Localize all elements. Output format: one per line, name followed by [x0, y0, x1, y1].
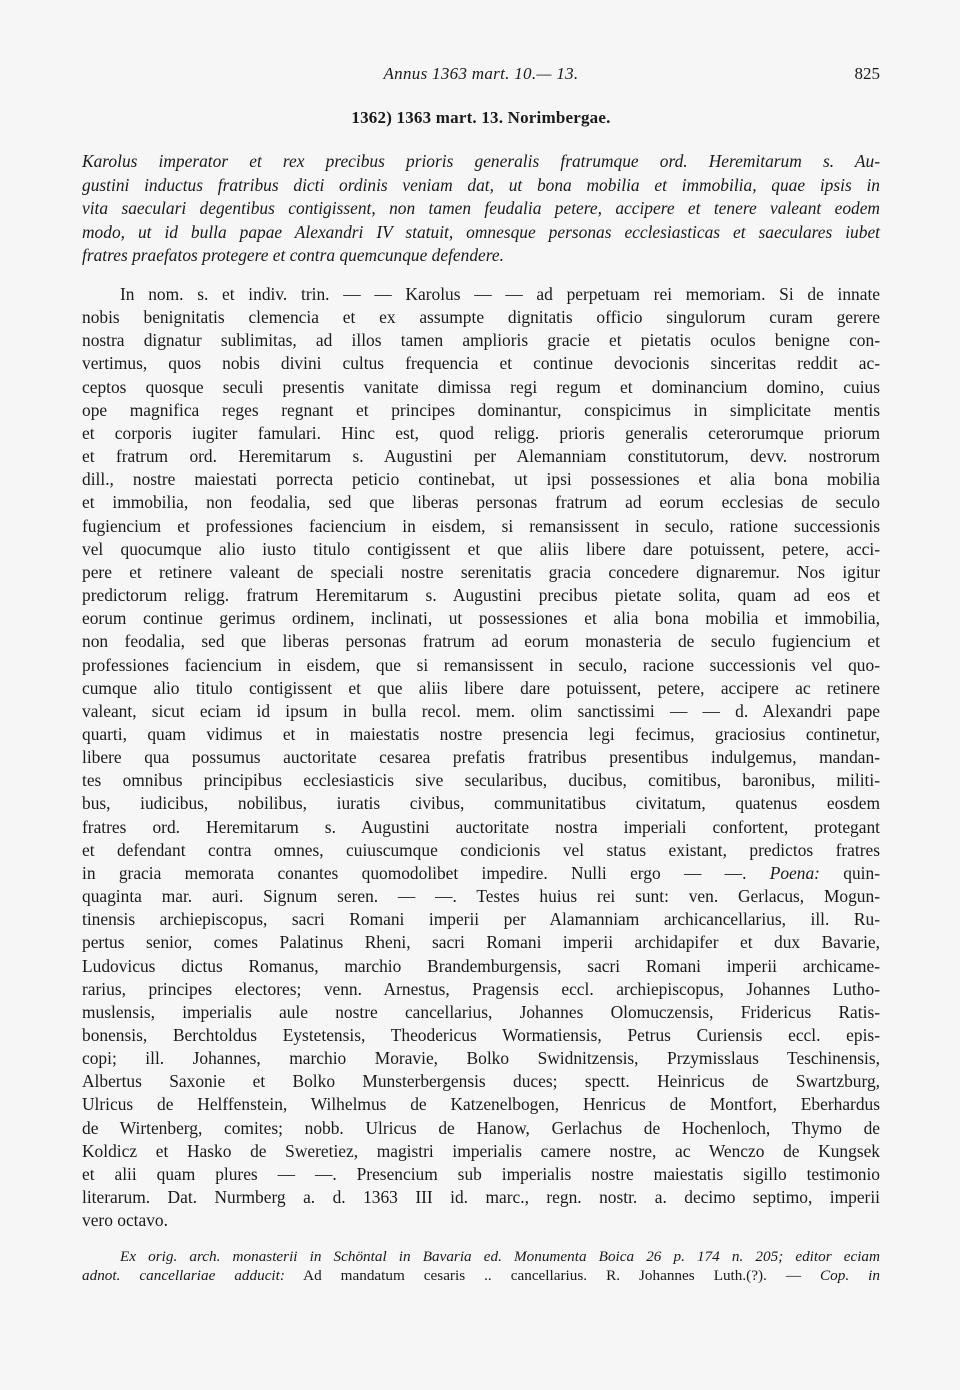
note-italic-text: Ex orig. arch. monasterii in Schöntal in Bavaria ed. Monumenta Boica 26 p. 174 n. 205; editor eciam — [120, 1248, 880, 1265]
charter-text — [82, 283, 880, 1232]
text-line: et corporis iugiter famulari. Hinc est, quod religg. prioris generalis ceterorumque priorum — [82, 422, 880, 443]
text-line: nobis benignitatis clemencia et ex assumpte dignitatis officio singulorum curam gerere — [82, 307, 880, 328]
text-line: literarum. Dat. Nurmberg a. d. 1363 III id. marc., regn. nostr. a. decimo septimo, imperii — [82, 1187, 880, 1208]
text-line: et immobilia, non feodalia, sed que liberas personas fratrum ad eorum ecclesias de seculo — [82, 492, 880, 513]
text-line: ope magnifica reges regnant et principes dominantur, conspicimus in simplicitate mentis — [82, 399, 880, 420]
text-line: muslensis, imperialis aule nostre cancellarius, Johannes Olomuczensis, Fridericus Ratis- — [82, 1001, 880, 1022]
note-line — [82, 1267, 880, 1286]
text-line: eorum continue gerimus ordinem, inclinati, ut possessiones et alia bona mobilia et immobilia, — [82, 608, 880, 629]
text-line: bus, iudicibus, nobilibus, iuratis civibus, communitatibus civitatum, quatenus eosdem — [82, 793, 880, 814]
source-notes — [82, 1248, 880, 1285]
poena-label: Poena: — [769, 862, 820, 883]
text-line: Koldicz et Hasko de Sweretiez, magistri imperialis camere nostre, ac Wenczo de Kungsek — [82, 1140, 880, 1161]
running-head: Annus 1363 mart. 10.— 13. — [383, 64, 579, 83]
page-header — [82, 64, 880, 92]
text-line: bonensis, Berchtoldus Eystetensis, Theodericus Wormatiensis, Petrus Curiensis eccl. epis- — [82, 1025, 880, 1045]
text-line: dill., nostre maiestati porrecta peticio continebat, ut ipsi possessiones et alia bona mobilia — [82, 469, 880, 490]
text-line: valeant, sicut eciam id ipsum in bulla recol. mem. olim sanctissimi — — d. Alexandri pape — [82, 700, 880, 721]
note-roman-text: Ad mandatum cesaris .. cancellarius. R. Johannes Luth.(?). — — [284, 1266, 821, 1284]
text-line: vertimus, quos nobis divini cultus frequencia et continue devocionis sinceritas reddit ac- — [82, 353, 880, 374]
text-line: copi; ill. Johannes, marchio Moravie, Bolko Swidnitzensis, Przymisslaus Teschinensis, — [82, 1048, 880, 1069]
text-line: pertus senior, comes Palatinus Rheni, sacri Romani imperii archidapifer et dux Bavarie, — [82, 932, 880, 953]
text-line: et alii quam plures — —. Presencium sub imperialis nostre maiestatis sigillo testimonio — [82, 1163, 880, 1184]
text-line: tes omnibus principibus ecclesiasticis sive secularibus, ducibus, comitibus, baronibus, militi- — [82, 770, 880, 791]
text-line: libere qua possumus auctoritate cesarea prefatis fratribus presentibus indulgemus, mandan- — [82, 747, 880, 768]
text-line: pere et retinere valeant de speciali nostre serenitatis gracia concedere dignaremur. Nos igitur — [82, 561, 880, 582]
regest-line: Karolus imperator et rex precibus prioris generalis fratrumque ord. Heremitarum s. Au- — [82, 151, 880, 171]
text-line-poena: in gracia memorata conantes quomodolibet impedire. Nulli ergo — —. Poena: quin- — [82, 862, 880, 883]
regest-summary — [82, 150, 880, 268]
regest-line: vita saeculari degentibus contigissent, non tamen feudalia petere, accipere et tenere valeant eodem — [82, 198, 880, 218]
text-line: ceptos quosque seculi presentis vanitate dimissa regi regum et dominancium domino, cuius — [82, 376, 880, 397]
text-line: fugiencium et professiones faciencium in eisdem, si remansissent in seculo, ratione successionis — [82, 515, 880, 536]
text-line: In nom. s. et indiv. trin. — — Karolus — — ad perpetuam rei memoriam. Si de innate — [120, 284, 880, 304]
text-line: de Wirtenberg, comites; nobb. Ulricus de Hanow, Gerlachus de Hochenloch, Thymo de — [82, 1117, 880, 1138]
text-line: tinensis archiepiscopus, sacri Romani imperii per Alamanniam archicancellarius, ill. Ru- — [82, 909, 880, 930]
text-line: professiones faciencium in eisdem, que si remansissent in seculo, racione successionis vel quo- — [82, 654, 880, 675]
note-italic-text: Cop. in — [820, 1266, 880, 1284]
document-title: 1362) 1363 mart. 13. Norimbergae. — [351, 108, 611, 127]
text-line: et fratrum ord. Heremitarum s. Augustini per Alemanniam constitutorum, devv. nostrorum — [82, 446, 880, 467]
regest-line: fratres praefatos protegere et contra quemcunque defendere. — [82, 245, 504, 265]
text-line: Albertus Saxonie et Bolko Munsterbergensis duces; spectt. Heinricus de Swartzburg, — [82, 1071, 880, 1092]
text-line: fratres ord. Heremitarum s. Augustini auctoritate nostra imperiali confortent, protegant — [82, 816, 880, 837]
note-italic-text: adnot. cancellariae adducit: — [82, 1266, 285, 1284]
text-line: quarti, quam vidimus et in maiestatis nostre presencia legi fecimus, graciosius continetur, — [82, 723, 880, 744]
text-line: nostra dignatur sublimitas, ad illos tamen amplioris gracie et pietatis oculos benigne con- — [82, 330, 880, 351]
text-line: quaginta mar. auri. Signum seren. — —. Testes huius rei sunt: ven. Gerlacus, Mogun- — [82, 886, 880, 907]
regest-line: modo, ut id bulla papae Alexandri IV statuit, omnesque personas ecclesiasticas et saeculares iubet — [82, 221, 880, 242]
text-line: Ludovicus dictus Romanus, marchio Brandemburgensis, sacri Romani imperii archicame- — [82, 955, 880, 976]
regest-line: gustini inductus fratribus dicti ordinis veniam dat, ut bona mobilia et immobilia, quae ipsis in — [82, 174, 880, 195]
text-line: Ulricus de Helffenstein, Wilhelmus de Katzenelbogen, Henricus de Montfort, Eberhardus — [82, 1094, 880, 1115]
text-line: non feodalia, sed que liberas personas fratrum ad eorum monasteria de seculo fugiencium et — [82, 631, 880, 652]
text-line: vero octavo. — [82, 1210, 168, 1231]
note-line — [82, 1248, 880, 1267]
page-number: 825 — [854, 64, 880, 83]
text-line: cumque alio titulo contigissent et que aliis libere dare potuissent, petere, accipere ac retinere — [82, 677, 880, 698]
text-line: rarius, principes electores; venn. Arnestus, Pragensis eccl. archiepiscopus, Johannes Lutho- — [82, 978, 880, 999]
text-line: et defendant contra omnes, cuiuscumque condicionis vel status existant, predictos fratres — [82, 839, 880, 860]
text-line: predictorum religg. fratrum Heremitarum s. Augustini precibus pietate solita, quam ad eos et — [82, 585, 880, 606]
text-line: vel quocumque alio iusto titulo contigissent et que aliis libere dare potuissent, petere, acci- — [82, 538, 880, 559]
